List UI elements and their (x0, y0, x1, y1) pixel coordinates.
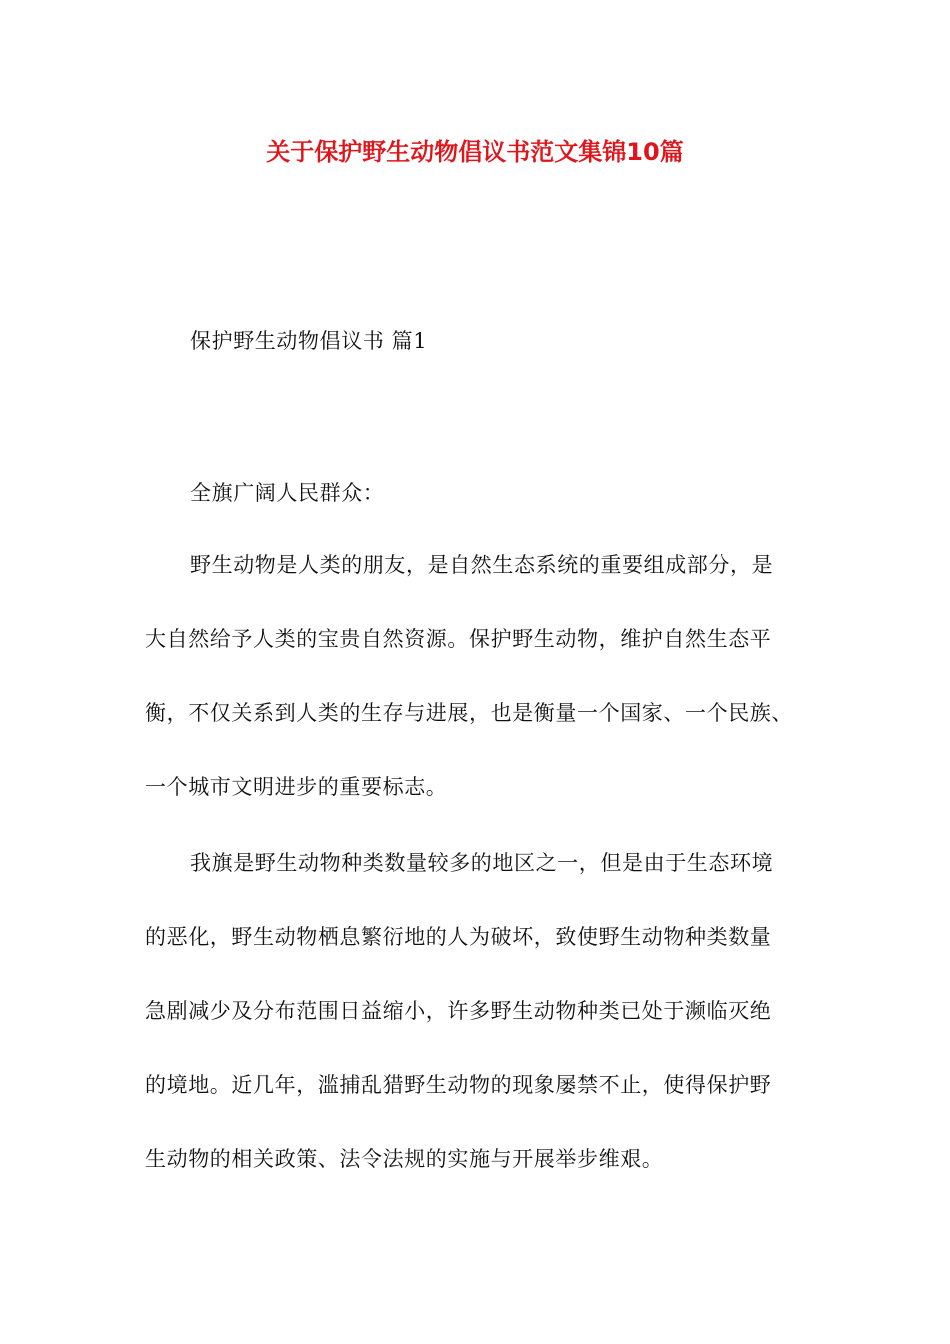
section-heading: 保护野生动物倡议书 篇1 (190, 329, 428, 353)
paragraph-2-line-2: 的恶化，野生动物栖息繁衍地的人为破坏，致使野生动物种类数量 (145, 925, 772, 949)
paragraph-2-line-1: 我旗是野生动物种类数量较多的地区之一，但是由于生态环境 (190, 851, 774, 875)
paragraph-2-line-3: 急剧减少及分布范围日益缩小，许多野生动物种类已处于濒临灭绝 (145, 999, 772, 1023)
paragraph-1-line-3: 衡，不仅关系到人类的生存与进展，也是衡量一个国家、一个民族、 (145, 701, 793, 725)
paragraph-1-line-1: 野生动物是人类的朋友，是自然生态系统的重要组成部分，是 (190, 553, 774, 577)
salutation: 全旗广阔人民群众： (190, 481, 385, 505)
document-title: 关于保护野生动物倡议书范文集锦10篇 (266, 138, 684, 166)
paragraph-2-line-4: 的境地。近几年，滥捕乱猎野生动物的现象屡禁不止，使得保护野 (145, 1073, 772, 1097)
paragraph-1-line-2: 大自然给予人类的宝贵自然资源。保护野生动物，维护自然生态平 (145, 627, 772, 651)
paragraph-2-line-5: 生动物的相关政策、法令法规的实施与开展举步维艰。 (145, 1147, 664, 1171)
paragraph-1-line-4: 一个城市文明进步的重要标志。 (145, 775, 448, 799)
